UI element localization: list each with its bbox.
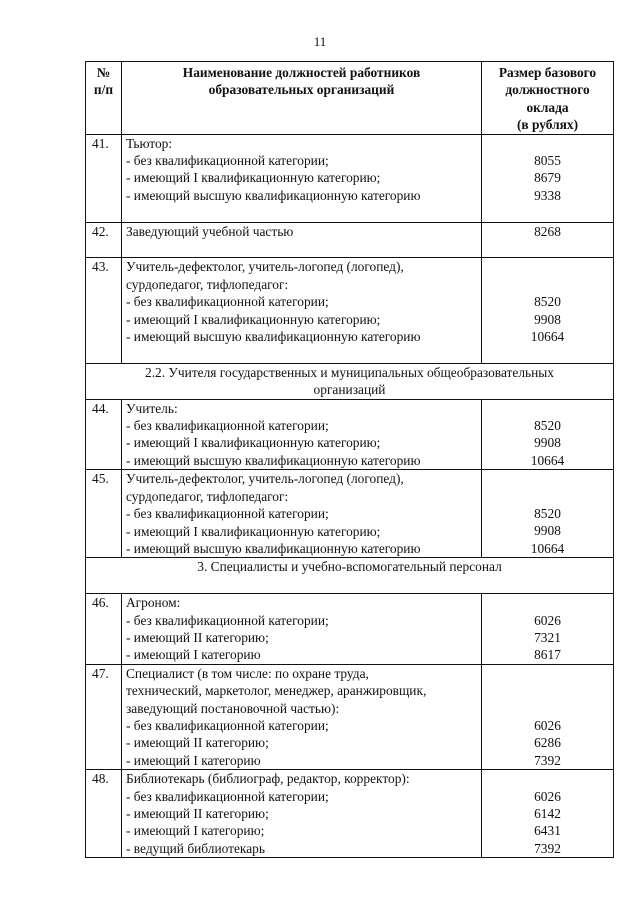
salary-line bbox=[486, 594, 609, 611]
salary-line: 9908 bbox=[534, 523, 561, 539]
salary-line bbox=[486, 258, 609, 275]
position-line: - имеющий высшую квалификационную категорию bbox=[126, 540, 421, 556]
position-line: - без квалификационной категории; bbox=[126, 506, 329, 522]
position-line: - имеющий I квалификационную категорию; bbox=[126, 311, 381, 327]
position-line: - ведущий библиотекарь bbox=[126, 840, 265, 856]
position-line: - имеющий II категорию; bbox=[126, 629, 269, 645]
row-number: 47. bbox=[86, 664, 122, 769]
position-name bbox=[122, 258, 482, 363]
salary-line: 8679 bbox=[534, 170, 561, 186]
salary-line: 6286 bbox=[534, 735, 561, 751]
salary-line bbox=[486, 135, 609, 152]
salary-line: 9338 bbox=[534, 187, 561, 203]
position-line: Библиотекарь (библиограф, редактор, корректор): bbox=[126, 771, 410, 787]
position-line: - имеющий высшую квалификационную категорию bbox=[126, 329, 421, 345]
salary-line bbox=[486, 682, 609, 699]
row-number: 48. bbox=[86, 770, 122, 858]
position-name bbox=[122, 222, 482, 258]
row-number: 46. bbox=[86, 594, 122, 665]
salary-line bbox=[486, 400, 609, 417]
salary-line: 7392 bbox=[534, 752, 561, 768]
section-row bbox=[86, 558, 614, 594]
position-line: - имеющий II категорию; bbox=[126, 735, 269, 751]
table-row bbox=[86, 134, 614, 222]
salary-line: 8055 bbox=[534, 153, 561, 169]
position-name bbox=[122, 399, 482, 470]
row-number: 41. bbox=[86, 134, 122, 222]
header-line: (в рублях) bbox=[516, 117, 579, 133]
position-line: - имеющий I квалификационную категорию; bbox=[126, 170, 381, 186]
row-number: 44. bbox=[86, 399, 122, 470]
position-line: заведующий постановочной частью): bbox=[126, 700, 340, 716]
salary-line: 6026 bbox=[534, 612, 561, 628]
position-name bbox=[122, 470, 482, 558]
page-number: 11 bbox=[313, 34, 327, 49]
salary-line bbox=[486, 276, 609, 293]
section-line: 3. Специалисты и учебно-вспомогательный персонал bbox=[197, 559, 502, 575]
table-row bbox=[86, 222, 614, 258]
header-line: п/п bbox=[93, 82, 114, 98]
position-line: Специалист (в том числе: по охране труда, bbox=[126, 665, 369, 681]
section-title bbox=[86, 558, 614, 594]
salary-table bbox=[85, 61, 614, 858]
blank-line bbox=[90, 576, 609, 593]
header-line: № bbox=[96, 65, 111, 80]
salary-line: 7392 bbox=[534, 840, 561, 856]
position-line: - без квалификационной категории; bbox=[126, 418, 329, 434]
position-line: - имеющий высшую квалификационную категорию bbox=[126, 187, 421, 203]
table-row bbox=[86, 258, 614, 363]
position-line: - имеющий II категорию; bbox=[126, 806, 269, 821]
section-line: 2.2. Учителя государственных и муниципальных общеобразовательных bbox=[145, 364, 554, 380]
header-line: должностного bbox=[505, 82, 590, 98]
position-line: сурдопедагог, тифлопедагог: bbox=[126, 276, 289, 292]
position-name bbox=[122, 664, 482, 769]
salary-line: 10664 bbox=[530, 452, 565, 468]
salary-value bbox=[482, 594, 614, 665]
position-line: - имеющий I категорию bbox=[126, 752, 261, 768]
position-line: технический, маркетолог, менеджер, аранжировщик, bbox=[126, 683, 427, 699]
salary-line: 10664 bbox=[530, 540, 565, 556]
salary-value bbox=[482, 222, 614, 258]
salary-line: 8617 bbox=[534, 647, 561, 663]
salary-line: 9908 bbox=[534, 311, 561, 327]
salary-line bbox=[486, 700, 609, 717]
salary-line: 6026 bbox=[534, 788, 561, 804]
position-name bbox=[122, 134, 482, 222]
section-row bbox=[86, 363, 614, 399]
table-row bbox=[86, 594, 614, 665]
salary-line: 8520 bbox=[534, 418, 561, 434]
position-line: - имеющий I категорию; bbox=[126, 823, 265, 839]
table-header-row bbox=[86, 62, 614, 135]
section-line: организаций bbox=[313, 382, 386, 398]
salary-line: 8268 bbox=[534, 223, 561, 239]
section-title bbox=[86, 363, 614, 399]
salary-value bbox=[482, 770, 614, 858]
salary-line bbox=[486, 470, 609, 487]
position-line: - без квалификационной категории; bbox=[126, 612, 329, 628]
salary-line bbox=[486, 770, 609, 787]
position-line: - имеющий I квалификационную категорию; bbox=[126, 523, 381, 539]
salary-line: 9908 bbox=[534, 435, 561, 451]
position-line: - без квалификационной категории; bbox=[126, 717, 329, 733]
row-number: 42. bbox=[86, 222, 122, 258]
header-line: образовательных организаций bbox=[208, 82, 395, 98]
position-line: Учитель-дефектолог, учитель-логопед (логопед), bbox=[126, 471, 404, 487]
table-row bbox=[86, 770, 614, 858]
table-body bbox=[86, 134, 614, 858]
header-salary bbox=[482, 62, 614, 135]
table-row bbox=[86, 399, 614, 470]
salary-value bbox=[482, 470, 614, 558]
table-row bbox=[86, 664, 614, 769]
blank-line bbox=[126, 240, 477, 257]
salary-line: 8520 bbox=[534, 294, 561, 310]
position-line: Тьютор: bbox=[126, 135, 173, 151]
header-position-name bbox=[122, 62, 482, 135]
header-line: Наименование должностей работников bbox=[182, 65, 421, 80]
row-number: 43. bbox=[86, 258, 122, 363]
row-number: 45. bbox=[86, 470, 122, 558]
header-line: оклада bbox=[526, 99, 569, 115]
table-row bbox=[86, 470, 614, 558]
salary-line bbox=[486, 488, 609, 505]
position-line: Заведующий учебной частью bbox=[126, 223, 294, 239]
blank-line bbox=[126, 345, 477, 362]
salary-line: 6026 bbox=[534, 717, 561, 733]
salary-value bbox=[482, 134, 614, 222]
position-name bbox=[122, 770, 482, 858]
salary-value bbox=[482, 399, 614, 470]
position-line: Учитель: bbox=[126, 400, 178, 416]
position-line: - имеющий высшую квалификационную категорию bbox=[126, 452, 421, 468]
salary-line: 8520 bbox=[534, 506, 561, 522]
salary-line bbox=[486, 665, 609, 682]
header-line: Размер базового bbox=[498, 65, 597, 80]
position-line: - без квалификационной категории; bbox=[126, 788, 329, 804]
salary-line: 6431 bbox=[534, 823, 561, 839]
position-line: сурдопедагог, тифлопедагог: bbox=[126, 488, 289, 504]
position-line: - имеющий I категорию bbox=[126, 647, 261, 663]
salary-line: 7321 bbox=[534, 629, 561, 645]
salary-line: 6142 bbox=[534, 805, 561, 821]
position-line: - без квалификационной категории; bbox=[126, 294, 329, 310]
position-line: - без квалификационной категории; bbox=[126, 153, 329, 169]
position-name bbox=[122, 594, 482, 665]
header-number bbox=[86, 62, 122, 135]
salary-value bbox=[482, 664, 614, 769]
position-line: - имеющий I квалификационную категорию; bbox=[126, 435, 381, 451]
position-line: Агроном: bbox=[126, 595, 181, 611]
salary-value bbox=[482, 258, 614, 363]
salary-line: 10664 bbox=[530, 329, 565, 345]
blank-line bbox=[126, 204, 477, 221]
position-line: Учитель-дефектолог, учитель-логопед (логопед), bbox=[126, 259, 404, 275]
